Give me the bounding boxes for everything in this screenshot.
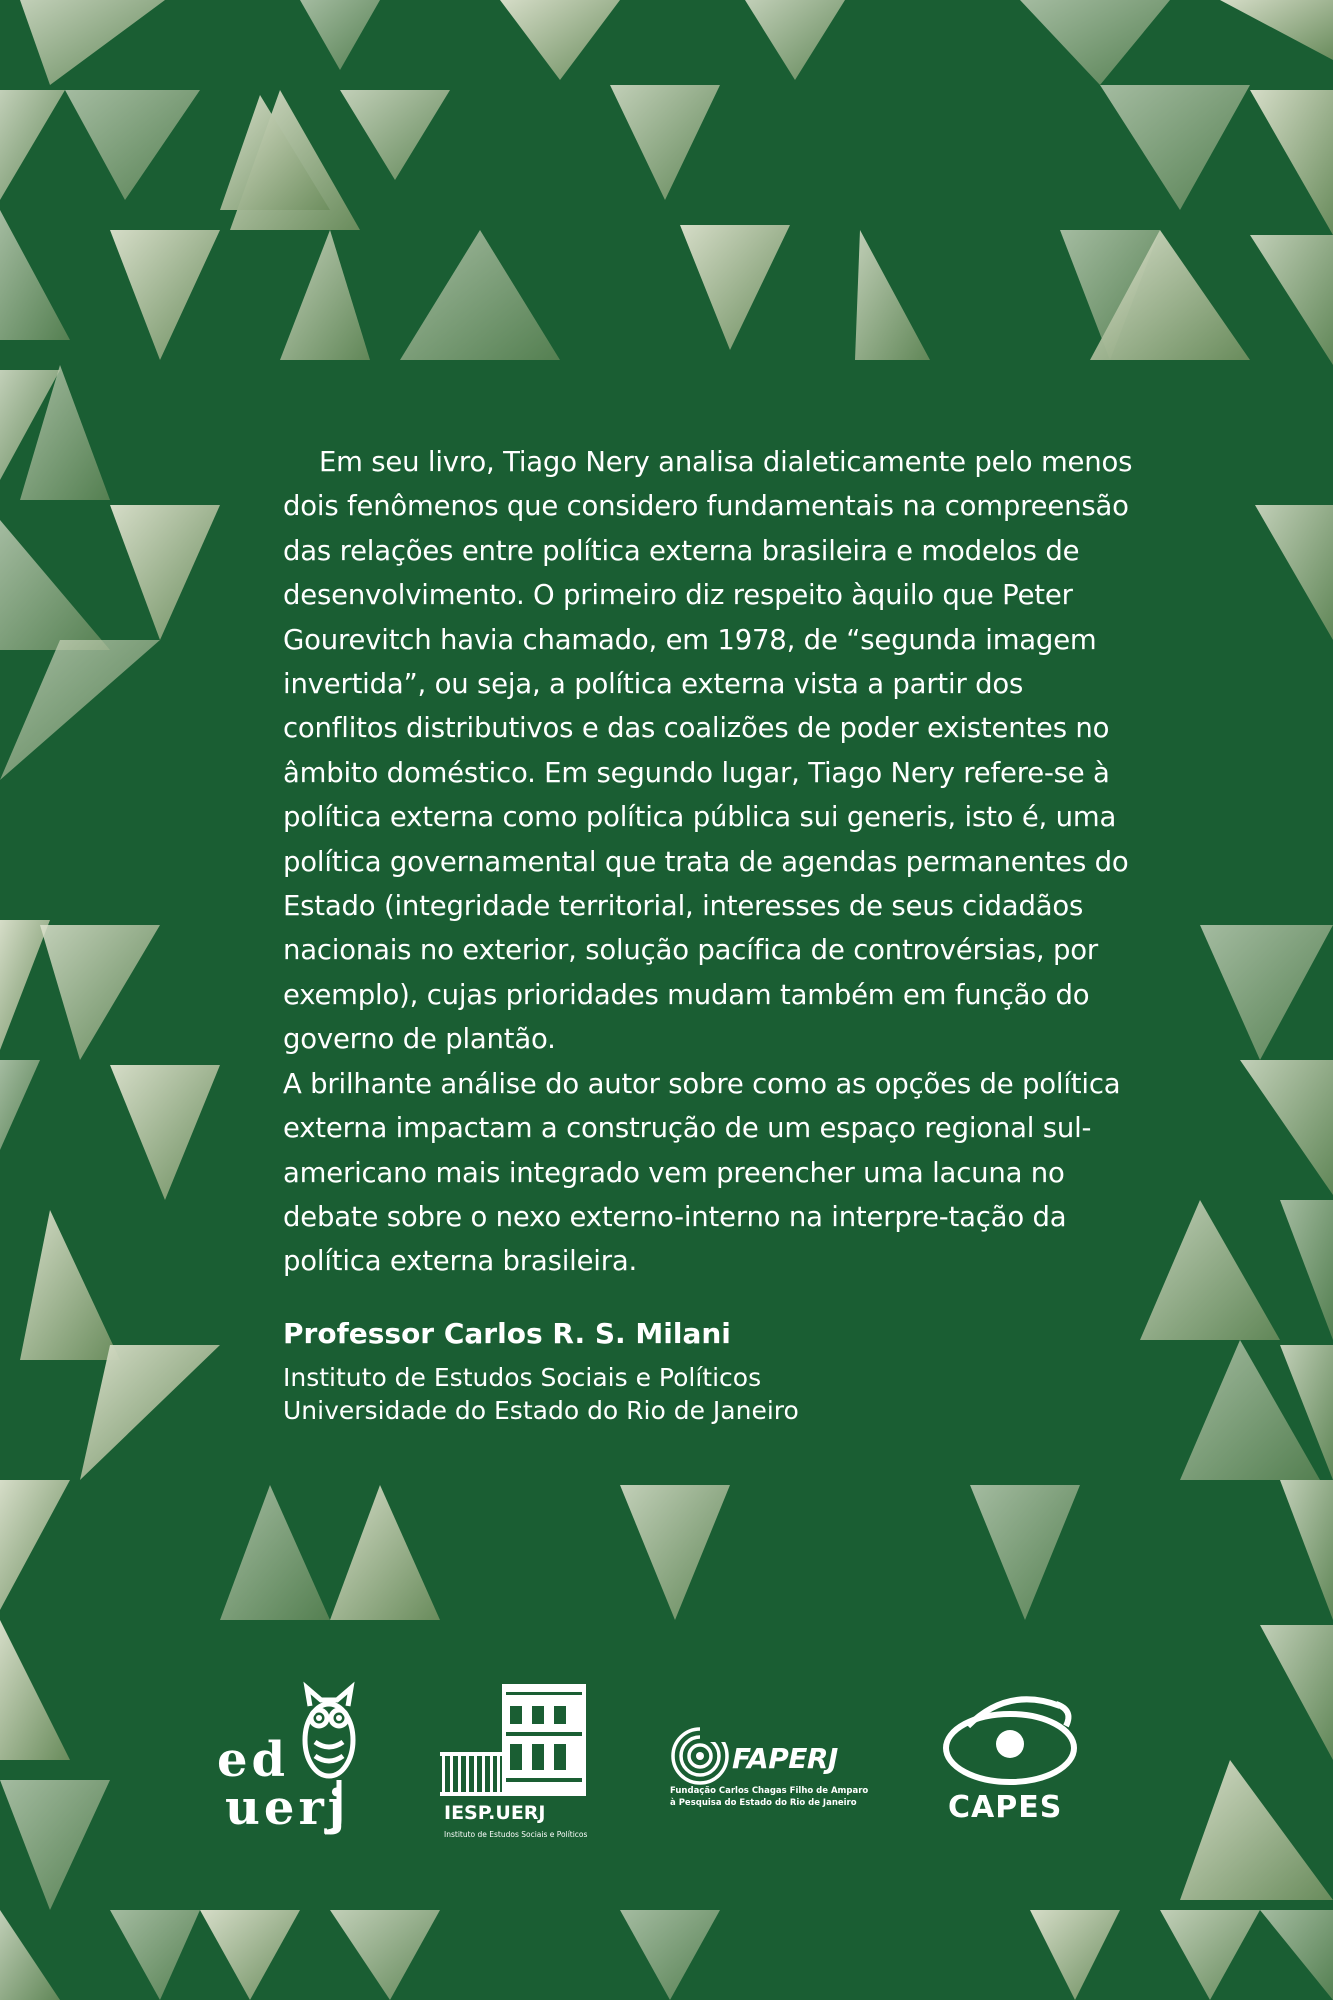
- author-name: Professor Carlos R. S. Milani: [283, 1317, 731, 1350]
- triangle-shape: [220, 1485, 330, 1620]
- triangle-shape: [745, 0, 845, 80]
- triangle-shape: [1220, 0, 1333, 60]
- triangle-shape: [300, 0, 380, 70]
- triangle-shape: [500, 0, 620, 80]
- triangle-shape: [1140, 1200, 1280, 1340]
- blurb-paragraph-1: Em seu livro, Tiago Nery analisa dialeticamente pelo menos dois fenômenos que considero fundamentais na compreensão das relações entre política externa brasileira e modelos de desenvolvimento. O primeiro diz respeito àquilo que Peter Gourevitch havia chamado, em 1978, de “segunda imagem invertida”, ou seja, a política externa vista a partir dos conflitos distributivos e das coalizões de poder existentes no âmbito doméstico. Em segundo lugar, Tiago Nery refere-se à política externa como política pública sui generis, isto é, uma política governamental que trata de agendas permanentes do Estado (integridade territorial, interesses de seus cidadãos nacionais no exterior, solução pacífica de controvérsias, por exemplo), cujas prioridades mudam também em função do governo de plantão.: [283, 446, 1133, 1056]
- iesp-uerj-subtitle: Instituto de Estudos Sociais e Políticos: [444, 1830, 588, 1839]
- faperj-name: FAPERJ: [732, 1742, 838, 1775]
- triangle-shape: [0, 1060, 40, 1150]
- triangle-shape: [1260, 1625, 1333, 1760]
- triangle-shape: [400, 230, 560, 360]
- triangle-shape: [110, 1065, 220, 1200]
- triangle-shape: [620, 1485, 730, 1620]
- eduerj-ed-text: ed: [217, 1732, 290, 1788]
- triangle-shape: [1020, 0, 1170, 85]
- capes-name: CAPES: [948, 1790, 1063, 1825]
- triangle-shape: [0, 90, 65, 200]
- triangle-shape: [0, 520, 110, 650]
- triangle-shape: [1250, 90, 1333, 235]
- orbit-icon: [938, 1690, 1088, 1790]
- triangle-shape: [1260, 1910, 1333, 2000]
- triangle-shape: [20, 0, 165, 85]
- triangle-shape: [0, 920, 50, 1050]
- triangle-shape: [1200, 925, 1333, 1060]
- triangle-shape: [0, 640, 160, 780]
- blurb-text: [283, 440, 1143, 1284]
- triangle-shape: [110, 1910, 200, 2000]
- faperj-subtitle-1: Fundação Carlos Chagas Filho de Amparo: [670, 1786, 869, 1796]
- blurb-paragraph-2: A brilhante análise do autor sobre como as opções de política externa impactam a construção de um espaço regional sul-americano mais integrado vem preencher uma lacuna no debate sobre o nexo externo-interno na interpre-tação da política externa brasileira.: [283, 1067, 1121, 1278]
- triangle-shape: [0, 1910, 60, 2000]
- eduerj-logo: [215, 1680, 375, 1840]
- triangle-shape: [110, 505, 220, 640]
- triangle-shape: [330, 1910, 440, 2000]
- triangle-shape: [1250, 235, 1333, 365]
- triangle-shape: [0, 1480, 70, 1610]
- triangle-shape: [110, 230, 220, 360]
- triangle-shape: [620, 1910, 720, 2000]
- triangle-shape: [40, 925, 160, 1060]
- author-affiliation-1: Instituto de Estudos Sociais e Políticos: [283, 1363, 762, 1392]
- triangle-shape: [1180, 1760, 1333, 1900]
- triangle-shape: [1280, 1480, 1333, 1620]
- triangle-shape: [65, 90, 200, 200]
- triangle-shape: [1030, 1910, 1120, 2000]
- triangle-shape: [0, 1620, 70, 1760]
- iesp-uerj-name: IESP.UERJ: [444, 1802, 546, 1824]
- triangle-shape: [340, 90, 450, 180]
- triangle-shape: [610, 85, 720, 200]
- capes-logo: [938, 1690, 1088, 1840]
- triangle-shape: [1280, 1200, 1333, 1340]
- eduerj-uerj-text: uerj: [225, 1780, 350, 1836]
- faperj-subtitle-2: à Pesquisa do Estado do Rio de Janeiro: [670, 1798, 857, 1808]
- triangle-shape: [0, 1780, 110, 1910]
- triangle-shape: [1160, 1910, 1260, 2000]
- triangle-shape: [0, 210, 70, 340]
- triangle-shape: [855, 230, 930, 360]
- spiral-icon: [668, 1724, 732, 1788]
- triangle-shape: [1100, 85, 1250, 210]
- triangle-shape: [80, 1345, 220, 1480]
- faperj-logo: [668, 1720, 868, 1830]
- triangle-shape: [1255, 505, 1333, 640]
- iesp-uerj-logo: [440, 1684, 590, 1844]
- triangle-shape: [330, 1485, 440, 1620]
- building-icon: [440, 1684, 590, 1800]
- triangle-shape: [280, 230, 370, 360]
- triangle-shape: [970, 1485, 1080, 1620]
- triangle-shape: [20, 1210, 120, 1360]
- triangle-shape: [200, 1910, 300, 2000]
- author-affiliation-2: Universidade do Estado do Rio de Janeiro: [283, 1396, 799, 1425]
- triangle-shape: [1240, 1060, 1333, 1195]
- triangle-shape: [680, 225, 790, 350]
